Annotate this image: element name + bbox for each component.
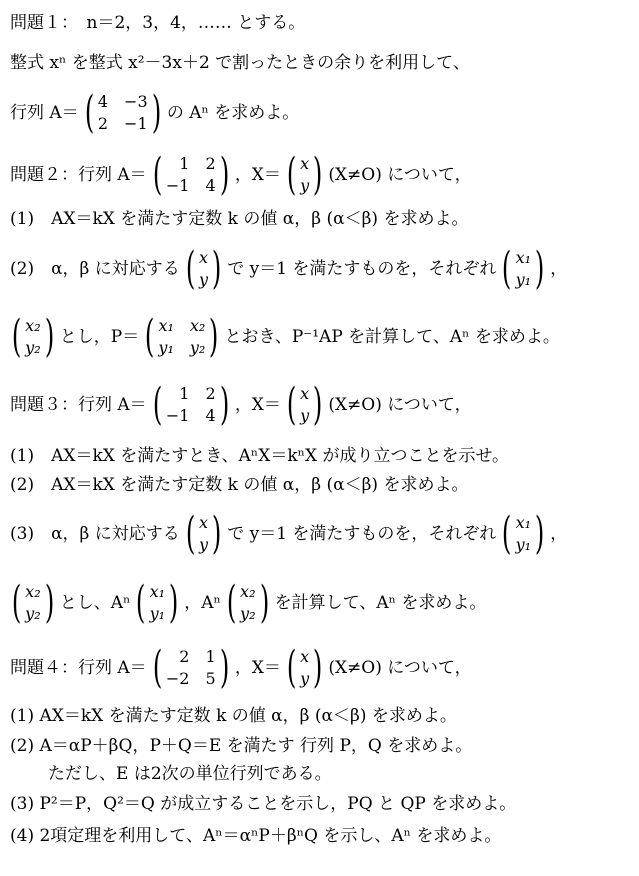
x-label: ，X＝ <box>234 658 281 678</box>
matrix-cell: 2 <box>205 154 216 173</box>
matrix-cell: 2 <box>179 647 190 666</box>
problem-3-title: 問題３：行列 A＝ <box>10 395 147 415</box>
problem-2-q1: (1) AX＝kX を満たす定数 k の値 α，β (α＜β) を求めよ。 <box>10 209 469 229</box>
vector-cell: x₁ <box>515 248 532 267</box>
problem-4-q1: (1) AX＝kX を満たす定数 k の値 α，β (α＜β) を求めよ。 <box>10 706 457 726</box>
vector-cell: y₂ <box>240 604 256 623</box>
matrix-cell: 5 <box>205 669 216 688</box>
matrix-cell: 4 <box>205 406 216 425</box>
vector-x1: ( x₁ y₁ ) <box>136 577 179 628</box>
vector-x2: ( x₂ y₂ ) <box>11 311 54 362</box>
q3-text-f: を計算して、Aⁿ を求めよ。 <box>274 593 487 613</box>
matrix-cell: 4 <box>205 176 216 195</box>
vector-cell: x₁ <box>515 513 532 532</box>
problem-1-line-3 <box>10 88 635 138</box>
vector-cell: x <box>198 513 208 532</box>
vector-cell: x <box>198 248 208 267</box>
problem-4-q4: (4) 2項定理を利用して、Aⁿ＝αⁿP＋βⁿQ を示し、Aⁿ を求めよ。 <box>10 826 502 846</box>
vector-cell: y₁ <box>515 535 532 554</box>
vector-cell: x₂ <box>25 582 41 601</box>
vector-cell: y <box>198 270 209 289</box>
problem-4-q2-note: ただし、E は2次の単位行列である。 <box>48 764 332 784</box>
q3-text-e: ，Aⁿ <box>184 593 221 613</box>
x-label: ，X＝ <box>234 165 281 185</box>
matrix-cell: x₂ <box>189 316 206 335</box>
condition-text: (X≠O) について， <box>328 165 472 185</box>
condition-text: (X≠O) について， <box>328 395 472 415</box>
matrix-p: ( x₁ x₂ y₁ y₂ ) <box>145 311 219 362</box>
vector-cell: y <box>300 669 310 688</box>
vector-x2: ( x₂ y₂ ) <box>226 577 269 628</box>
matrix-cell: y₂ <box>189 338 206 357</box>
problem-4-q2: (2) A＝αP＋βQ，P＋Q＝E を満たす 行列 P，Q を求めよ。 <box>10 736 473 756</box>
vector-x: ( x y ) <box>286 642 323 693</box>
condition-text: (X≠O) について， <box>328 658 472 678</box>
vector-cell: y <box>198 535 209 554</box>
problem-2-head <box>10 150 635 200</box>
vector-cell: x <box>300 154 310 173</box>
vector-cell: y <box>300 406 310 425</box>
q2-text-a: (2) α，β に対応する <box>10 259 180 279</box>
matrix-cell: −1 <box>165 406 190 425</box>
problem-3-head <box>10 380 635 430</box>
q2-text-e: とおき、P⁻¹AP を計算して、Aⁿ を求めよ。 <box>224 327 560 347</box>
matrix-cell: 2 <box>205 384 216 403</box>
matrix-cell: 1 <box>205 647 216 666</box>
problem-4-matrix: ( 2 1 −2 5 ) <box>152 642 229 693</box>
vector-x: ( x y ) <box>286 149 323 200</box>
problem-3-matrix: ( 1 2 −1 4 ) <box>152 379 229 430</box>
q3-text-c: ， <box>550 524 568 544</box>
vector-cell: y₂ <box>25 338 41 357</box>
matrix-cell: x₁ <box>158 316 174 335</box>
matrix-cell: −1 <box>124 114 148 133</box>
vector-cell: x₁ <box>149 582 166 601</box>
q3-text-a: (3) α，β に対応する <box>10 524 180 544</box>
problem-2-q2-cont <box>10 310 635 364</box>
problem-4-q3: (3) P²＝P，Q²＝Q が成立することを示し，PQ と QP を求めよ。 <box>10 794 517 814</box>
vector-x1: ( x₁ y₁ ) <box>502 243 545 294</box>
vector-cell: x <box>300 384 310 403</box>
vector-x: ( x y ) <box>185 508 222 559</box>
problem-3-q3 <box>10 508 635 560</box>
problem-3-q3-cont <box>10 576 635 630</box>
q2-text-b: で y＝1 を満たすものを，それぞれ <box>227 259 497 279</box>
x-label: ，X＝ <box>234 395 281 415</box>
problem-1-line-2: 整式 xⁿ を整式 x²－3x＋2 で割ったときの余りを利用して、 <box>10 53 470 73</box>
vector-x1: ( x₁ y₁ ) <box>502 508 545 559</box>
vector-cell: y₂ <box>25 604 41 623</box>
matrix-cell: y₁ <box>158 338 174 357</box>
problem-4-title: 問題４：行列 A＝ <box>10 658 147 678</box>
problem-3-q2: (2) AX＝kX を満たす定数 k の値 α，β (α＜β) を求めよ。 <box>10 475 469 495</box>
matrix-cell: −1 <box>165 176 190 195</box>
problem-1-lead: 行列 A＝ <box>10 103 79 123</box>
problem-2-matrix: ( 1 2 −1 4 ) <box>152 149 229 200</box>
problem-1-tail: の Aⁿ を求めよ。 <box>166 103 300 123</box>
matrix-cell: 4 <box>97 92 109 111</box>
vector-cell: y₁ <box>515 270 532 289</box>
vector-cell: y <box>300 176 310 195</box>
problem-2-title: 問題２：行列 A＝ <box>10 165 147 185</box>
problem-3-q1: (1) AX＝kX を満たすとき、AⁿX＝kⁿX が成り立つことを示せ。 <box>10 446 509 466</box>
problem-2-q2 <box>10 244 635 294</box>
vector-x: ( x y ) <box>286 379 323 430</box>
vector-cell: y₁ <box>149 604 166 623</box>
q2-text-c: ， <box>550 259 568 279</box>
vector-x2: ( x₂ y₂ ) <box>11 577 54 628</box>
vector-cell: x₂ <box>240 582 256 601</box>
vector-x: ( x y ) <box>185 243 222 294</box>
matrix-cell: 1 <box>179 154 190 173</box>
problem-1-line-1: 問題１： n＝2，3，4，…… とする。 <box>10 13 306 33</box>
problem-4-head <box>10 643 635 693</box>
vector-cell: x₂ <box>25 316 41 335</box>
q2-text-d: とし，P＝ <box>59 327 140 347</box>
matrix-cell: 1 <box>179 384 190 403</box>
matrix-cell: 2 <box>97 114 109 133</box>
matrix-cell: −2 <box>165 669 190 688</box>
vector-cell: x <box>300 647 310 666</box>
matrix-cell: −3 <box>124 92 148 111</box>
q3-text-d: とし、Aⁿ <box>59 593 131 613</box>
problem-1-matrix: ( 4 −3 2 −1 ) <box>84 87 161 138</box>
q3-text-b: で y＝1 を満たすものを，それぞれ <box>227 524 497 544</box>
